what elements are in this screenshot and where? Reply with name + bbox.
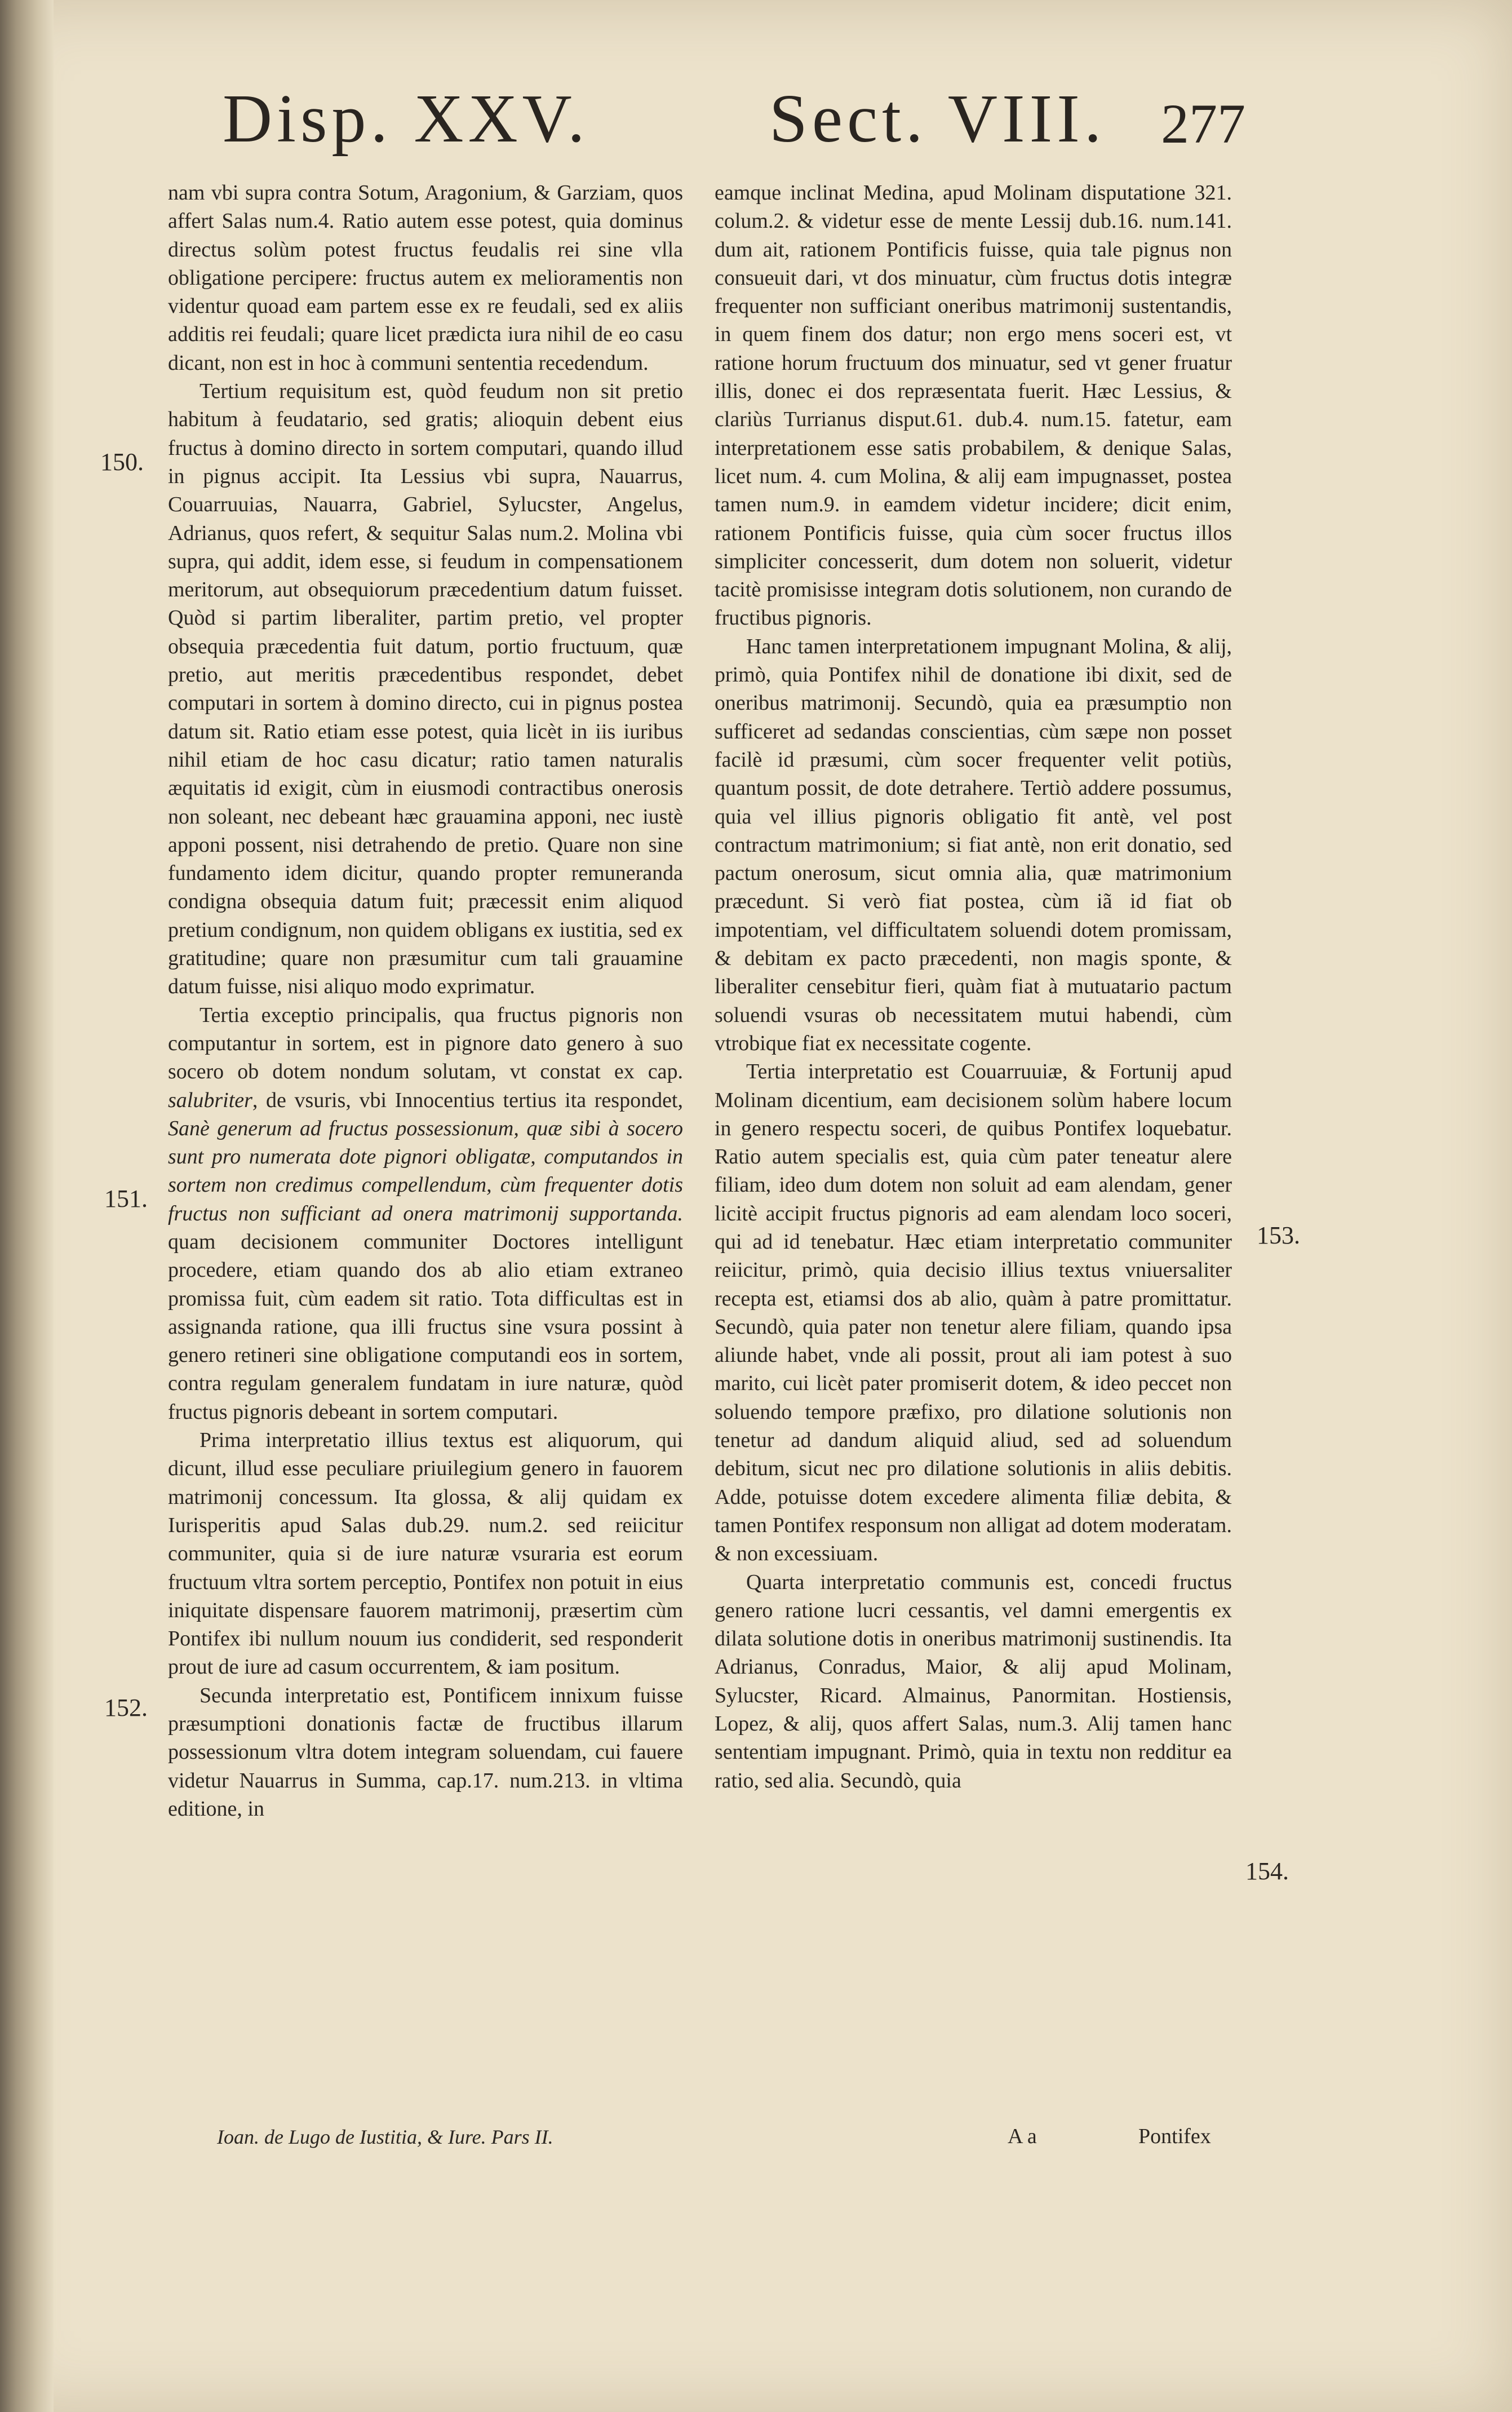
- margin-number-153: 153.: [1257, 1222, 1300, 1249]
- text-run: quam decisionem communiter Doctores intelligunt procedere, etiam quando dos ab alio etiam extraneo promissa fuit, cùm eadem sit ratio. Tota difficultas est in assignanda ratione, qua illi fructus sine vsura possint à genero retineri sine obligatione computandi eos in sortem, contra regulam generalem fundatam in iure naturæ, quòd fructus pignoris debeant in sortem computari.: [168, 1229, 683, 1424]
- italic-citation: salubriter: [168, 1088, 252, 1112]
- right-column: [715, 179, 1232, 1795]
- paragraph: [168, 1001, 683, 1426]
- margin-number-154: 154.: [1245, 1857, 1289, 1885]
- margin-number-151: 151.: [104, 1185, 148, 1212]
- paragraph: Prima interpretatio illius textus est aliquorum, qui dicunt, illud esse peculiare priuilegium genero in fauorem matrimonij concessum. Ita glossa, & alij quidam ex Iurisperitis apud Salas dub.29. num.2. sed reiicitur communiter, quia si de iure naturæ vsuraria est eorum fructuum vltra sortem perceptio, Pontifex non potuit in eius iniquitate dispensare fauorem matrimonij, præsertim cùm Pontifex ibi nullum nouum ius condiderit, sed responderit prout de iure ad casum occurrentem, & iam positum.: [168, 1428, 683, 1679]
- italic-quotation: Sanè generum ad fructus possessionum, quæ sibi à socero sunt pro numerata dote pignori obligatæ, computandos in sortem non credimus compellendum, cùm frequenter dotis fructus non sufficiant ad onera matrimonij supportanda.: [168, 1116, 683, 1225]
- paragraph: Quarta interpretatio communis est, concedi fructus genero ratione lucri cessantis, vel damni emergentis ex dilata solutione dotis in oneribus matrimonij sustinendis. Ita Adrianus, Conradus, Maior, & alij apud Molinam, Sylucster, Ricard. Almainus, Panormitan. Hostiensis, Lopez, & alij, quos affert Salas, num.3. Alij tamen hanc sententiam impugnant. Primò, quia in textu non redditur ea ratio, sed alia. Secundò, quia: [715, 1570, 1232, 1793]
- paragraph: Tertium requisitum est, quòd feudum non sit pretio habitum à feudatario, sed gratis; alioquin debent eius fructus à domino directo in sortem computari, quando illud in pignus accipit. Ita Lessius vbi supra, Nauarrus, Couarruuias, Nauarra, Gabriel, Sylucster, Angelus, Adrianus, quos refert, & sequitur Salas num.2. Molina vbi supra, qui addit, idem esse, si feudum in compensationem meritorum, aut obsequiorum præcedentium datum fuisset. Quòd si partim liberaliter, partim pretio, vel propter obsequia præcedentia fuit datum, portio fructuum, quæ pretio, aut meritis præcedentibus respondet, debet computari in sortem à domino directo, cui in pignus postea datum sit. Ratio etiam esse potest, quia licèt in iis iuribus nihil etiam de hoc casu dicatur; ratio tamen naturalis æquitatis id exigit, cùm in eiusmodi contractibus onerosis non soleant, nec debeant hæc grauamina apponi, nec iustè apponi possent, nisi detrahendo de pretio. Quare non sine fundamento idem dicitur, quando propter remuneranda condigna obsequia datum fuit; præcessit enim aliquod pretium condignum, non quidem obligans ex iustitia, sed ex gratitudine; quare non præsumitur cum tali grauamine datum fuisse, nisi aliquo modo exprimatur.: [168, 379, 683, 999]
- page-number: 277: [1161, 92, 1245, 155]
- left-column: [168, 179, 683, 1823]
- paragraph: nam vbi supra contra Sotum, Aragonium, & Garziam, quos affert Salas num.4. Ratio autem esse potest, quia dominus directus solùm potest fructus feudalis rei sine vlla obligatione percipere: fructus autem ex melioramentis non videntur quoad eam partem esse ex re feudali, sed ex aliis additis rei feudali; quare licet prædicta iura nihil de eo casu dicant, non est in hoc à communi sententia recedendum.: [168, 181, 683, 375]
- paragraph: Tertia interpretatio est Couarruuiæ, & Fortunij apud Molinam dicentium, eam decisionem solùm habere locum in genero respectu soceri, de quibus Pontifex loquebatur. Ratio autem specialis est, quia cùm pater teneatur alere filiam, ideo dum dotem non soluit ad eam alendam, gener licitè accipit fructus pignoris ad eam alendam loco soceri, qui ad id tenebatur. Hæc etiam interpretatio communiter reiicitur, primò, quia decisio illius textus vniuersaliter recepta est, etiamsi dos ab alio, quàm à patre promittatur. Secundò, quia pater non tenetur alere filiam, quando ipsa aliunde habet, vnde ali possit, prout ali iam potest à suo marito, cui licèt pater promiserit dotem, & ideo peccet non soluendo tempore præfixo, pro dilatione solutionis non tenetur ad dandum aliquid aliud, sed ad soluendum debitum, sicut nec pro dilatione solutionis in aliis debitis. Adde, potuisse dotem excedere alimenta filiæ debita, & tamen Pontifex responsum non alligat ad dotem moderatam. & non excessiuam.: [715, 1060, 1232, 1566]
- signature-mark: A a: [1008, 2125, 1037, 2148]
- paragraph: eamque inclinat Medina, apud Molinam disputatione 321. colum.2. & videtur esse de mente Lessij dub.16. num.141. dum ait, rationem Pontificis fuisse, quia tale pignus non consueuit dari, vt dos minuatur, cùm fructus dotis integræ frequenter non sufficiant oneribus matrimonij sustentandis, in quem finem dos datur; non ergo mens soceri est, vt ratione horum fructuum dos minuatur, sed vt gener fruatur illis, donec ei dos repræsentata fuerit. Hæc Lessius, & clariùs Turrianus disput.61. dub.4. num.15. fatetur, eam interpretationem esse satis probabilem, & denique Salas, licet num. 4. cum Molina, & alij eam impugnasset, postea tamen num.9. in eamdem videtur incidere; dicit enim, rationem Pontificis fuisse, quia cùm socer fructus illos simpliciter concesserit, dum dotem non soluerit, videtur tacitè promisisse integram dotis solutionem, non curando de fructibus pignoris.: [715, 181, 1232, 630]
- margin-number-150: 150.: [100, 448, 144, 476]
- margin-number-152: 152.: [104, 1694, 148, 1721]
- text-run: , de vsuris, vbi Innocentius tertius ita respondet,: [252, 1088, 683, 1112]
- running-head-disputation: Disp. XXV.: [223, 81, 589, 157]
- binding-gutter: [0, 0, 54, 2412]
- catchword: Pontifex: [1138, 2125, 1211, 2148]
- running-head-section: Sect. VIII.: [769, 81, 1106, 157]
- text-run: Tertia exceptio principalis, qua fructus pignoris non computantur in sortem, est in pignore dato genero à suo socero ob dotem nondum solutam, vt constat ex cap.: [168, 1003, 683, 1084]
- paragraph: Hanc tamen interpretationem impugnant Molina, & alij, primò, quia Pontifex nihil de donatione ibi dixit, sed de oneribus matrimonij. Secundò, quia ea præsumptio non sufficeret ad sedandas conscientias, cùm sæpe non posset facilè id præsumi, cùm socer frequenter velit potiùs, quantum possit, de dote detrahere. Tertiò addere possumus, quia vel illius pignoris obligatio fit antè, vel post contractum matrimonium; si fiat antè, non erit donatio, sed pactum onerosum, sicut omnia alia, quæ matrimonium præcedunt. Si verò fiat postea, cùm iã id fiat ob impotentiam, vel difficultatem soluendi dotem promissam, & debitam ex pacto præcedenti, non magis sponte, & liberaliter censebitur fieri, quàm fiat à mutuatario pactum soluendi vsuras ob necessitatem mutui habendi, cùm vtrobique fiat ex necessitate cogente.: [715, 634, 1232, 1055]
- footer-running-title: Ioan. de Lugo de Iustitia, & Iure. Pars II.: [217, 2126, 553, 2148]
- paragraph: Secunda interpretatio est, Pontificem innixum fuisse præsumptioni donationis factæ de fructibus illarum possessionum vltra dotem integram soluendam, cui fauere videtur Nauarrus in Summa, cap.17. num.213. in vltima editione, in: [168, 1683, 683, 1821]
